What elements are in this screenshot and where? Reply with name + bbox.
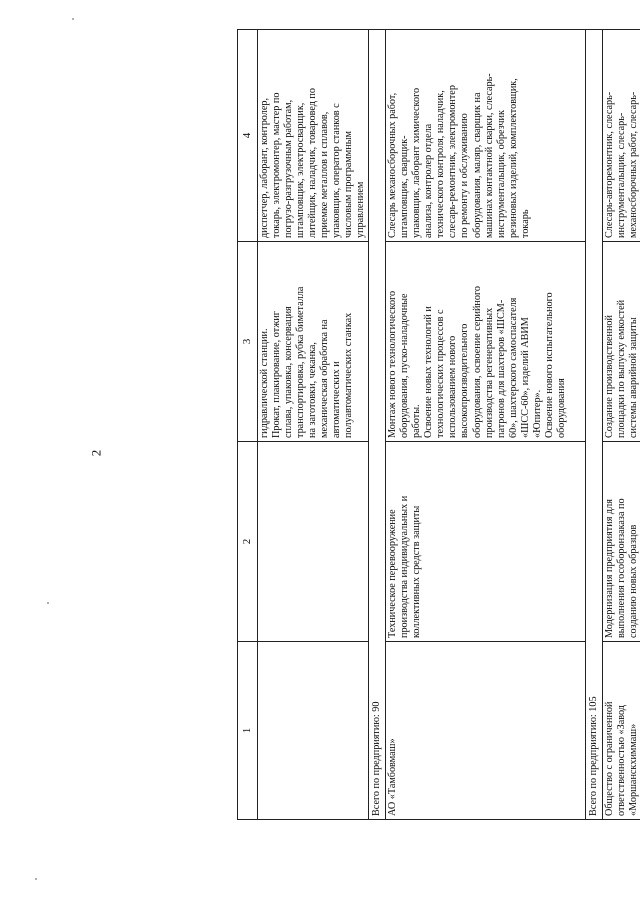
page-number: 2 xyxy=(88,449,104,457)
table-row xyxy=(257,30,368,820)
total-row-2: Всего по предприятию: 105 xyxy=(586,30,603,820)
header-col-4: 4 xyxy=(238,30,258,242)
row-a-col-3: гидравлической станции. Прокат, плакирование, отжиг сплава, упаковка, консервация транспортировка, рубка биметалла на заготовки, чеканка, механическая обработка на автоматических и полуавтоматических станках xyxy=(257,242,368,442)
scan-speck xyxy=(72,18,74,20)
header-col-3: 3 xyxy=(238,242,258,442)
row-c-col-3: Создание производственной площадки по выпуску емкостей системы аварийной защиты xyxy=(603,242,640,442)
row-b-col-3: Монтаж нового технологического оборудования, пуско-наладочные работы. Освоение новых технологий и технологических процессов с использованием нового высокопроизводительного оборудования, освоение серийного производства регенеративных патронов для шахтеров «ШСМ- 60», шахтерского самоспасателя «ШСС-60», изделий АВИМ «Юпитер». Освоение нового испытательного оборудования xyxy=(386,242,586,442)
header-col-1: 1 xyxy=(238,642,258,820)
total-row xyxy=(586,30,603,820)
scan-speck xyxy=(35,878,37,880)
row-b-col-1: АО «Тамбовмаш» xyxy=(386,642,586,820)
total-row xyxy=(369,30,386,820)
row-c-col-4: Слесарь-авторемонтник, слесарь- инструментальщик, слесарь- механосборочных работ, слесарь- xyxy=(603,30,640,242)
total-row-1: Всего по предприятию: 90 xyxy=(369,30,386,820)
row-b-col-4: Слесарь механосборочных работ, штамповщик, сварщик- упаковщик, лаборант химического анализа, контролер отдела технического контроля, наладчик, слесарь-ремонтник, электромонтер по ремонту и обслуживанию оборудования, маляр, сварщик на машинах контактной сварки, слесарь- инструментальщик, обрезчик резиновых изделий, комплектовщик, токарь xyxy=(386,30,586,242)
row-a-col-4: диспетчер, лаборант, контролер, токарь, электромонтер, мастер по погрузо-разгрузочным работам, штамповщик, электросварщик, литейщик, наладчик, товаровед по приемке металлов и сплавов, упаковщик, оператор станков с числовым программным управлением xyxy=(257,30,368,242)
row-c-col-2: Модернизация предприятия для выполнения гособоронзаказа по созданию новых образцов xyxy=(603,442,640,642)
header-col-2: 2 xyxy=(238,442,258,642)
row-a-col-1 xyxy=(257,642,368,820)
row-b-col-2: Техническое перевооружение производства индивидуальных и коллективных средств защиты xyxy=(386,442,586,642)
scan-speck xyxy=(47,602,49,604)
table-header-row xyxy=(238,30,258,820)
enterprise-table xyxy=(237,29,640,820)
row-c-col-1: Общество с ограниченной ответственностью «Завод «Моршанскхиммаш» xyxy=(603,642,640,820)
table-row xyxy=(603,30,640,820)
rotated-table-container xyxy=(237,30,640,820)
table-row xyxy=(386,30,586,820)
row-a-col-2 xyxy=(257,442,368,642)
